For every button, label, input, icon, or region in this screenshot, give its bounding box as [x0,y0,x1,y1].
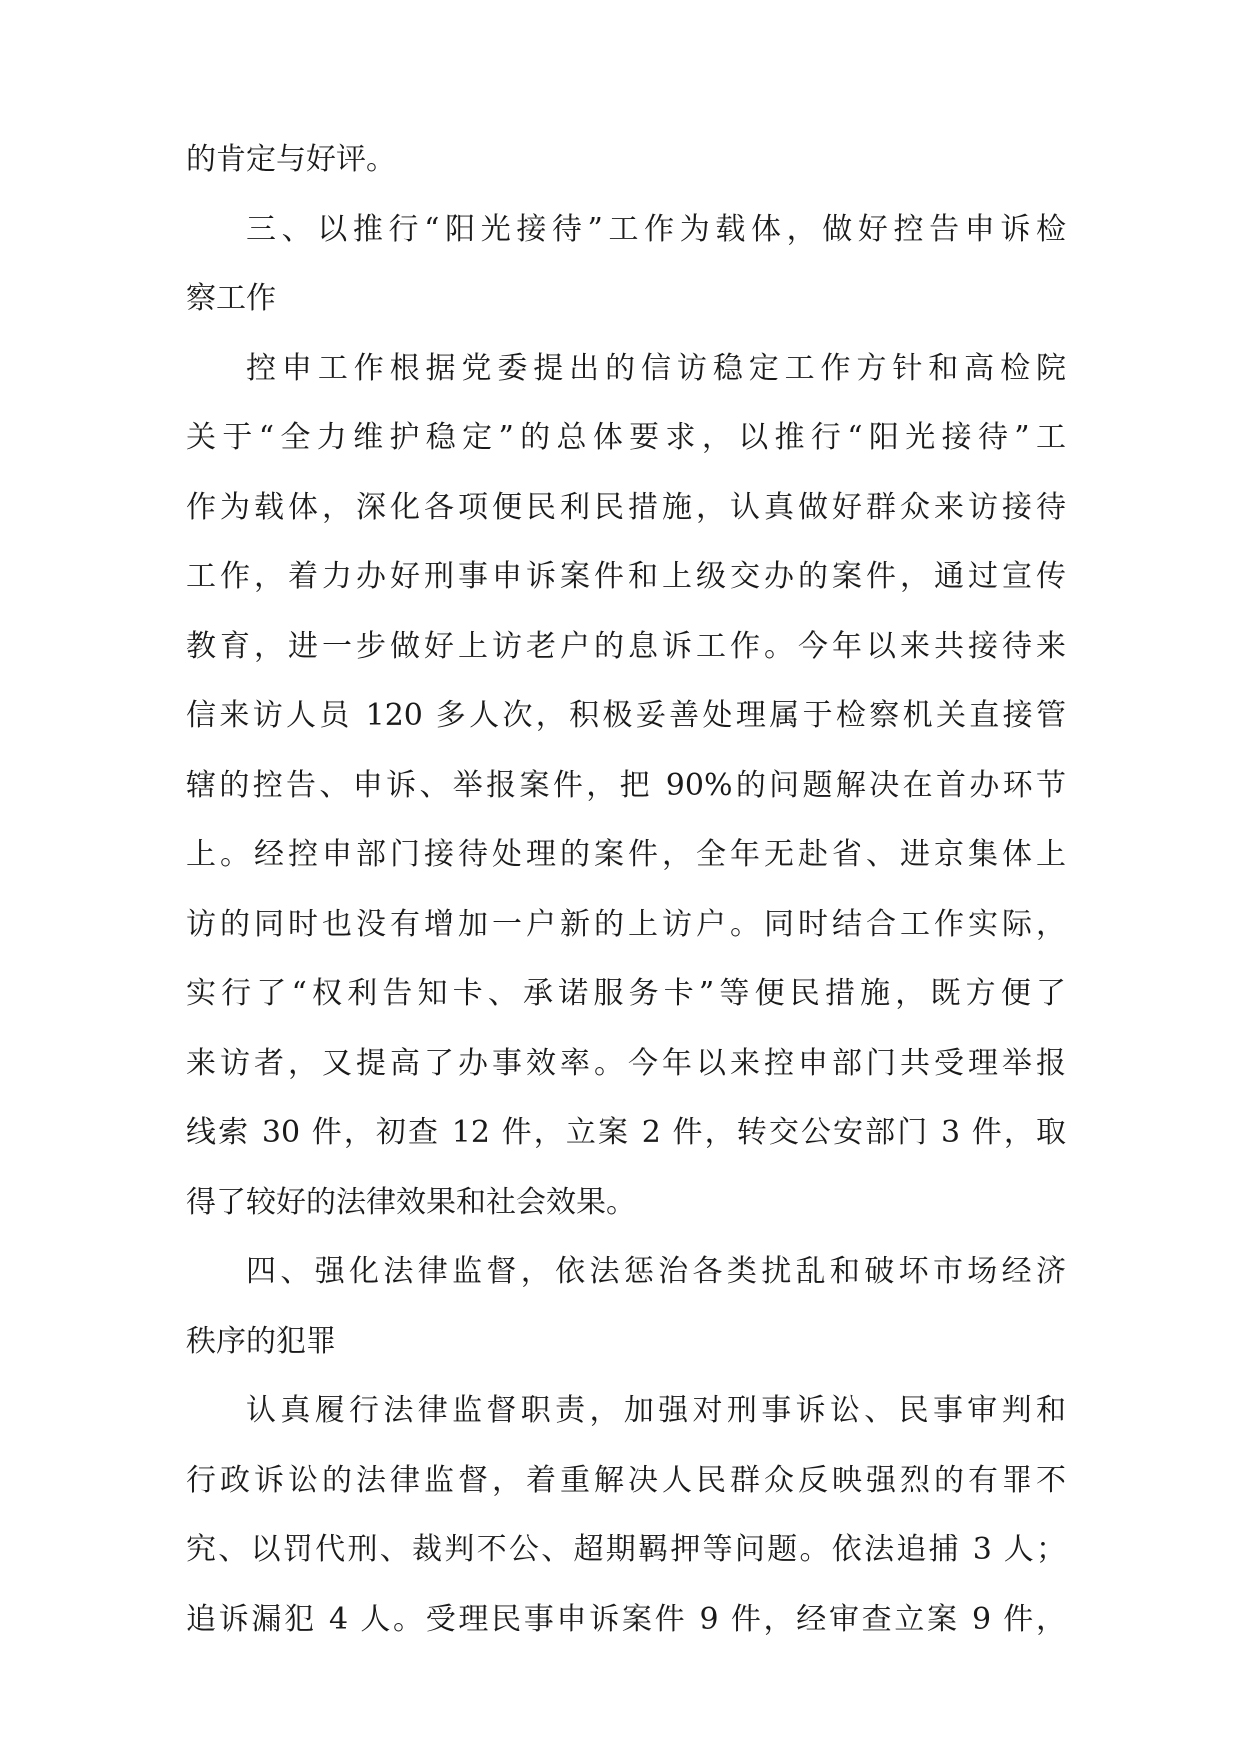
text-line: 作为载体，深化各项便民利民措施，认真做好群众来访接待 [186,489,1066,525]
text-line: 控申工作根据党委提出的信访稳定工作方针和高检院 [246,350,1066,386]
text-line: 的肯定与好评。 [186,142,396,177]
text-line: 三、以推行“阳光接待”工作为载体，做好控告申诉检 [246,211,1066,247]
text-line: 辖的控告、申诉、举报案件，把 90%的问题解决在首办环节 [186,767,1066,803]
text-line: 来访者，又提高了办事效率。今年以来控申部门共受理举报 [186,1045,1066,1081]
text-line: 访的同时也没有增加一户新的上访户。同时结合工作实际， [186,906,1066,942]
text-line: 认真履行法律监督职责，加强对刑事诉讼、民事审判和 [246,1393,1066,1428]
text-line: 关于“全力维护稳定”的总体要求，以推行“阳光接待”工 [186,420,1066,455]
document-body [186,142,1066,1674]
text-line: 信来访人员 120 多人次，积极妥善处理属于检察机关直接管 [186,698,1066,733]
text-line: 实行了“权利告知卡、承诺服务卡”等便民措施，既方便了 [186,976,1066,1011]
text-line: 工作，着力办好刑事申诉案件和上级交办的案件，通过宣传 [186,559,1066,594]
text-line: 线索 30 件，初查 12 件，立案 2 件，转交公安部门 3 件，取 [186,1115,1066,1150]
text-line: 教育，进一步做好上访老户的息诉工作。今年以来共接待来 [186,628,1066,664]
text-line: 追诉漏犯 4 人。受理民事申诉案件 9 件，经审查立案 9 件， [186,1601,1066,1637]
text-line: 秩序的犯罪 [186,1323,336,1359]
text-line: 究、以罚代刑、裁判不公、超期羁押等问题。依法追捕 3 人； [186,1532,1066,1567]
text-line: 上。经控申部门接待处理的案件，全年无赴省、进京集体上 [186,837,1066,872]
text-line: 察工作 [186,281,276,316]
text-line: 四、强化法律监督，依法惩治各类扰乱和破坏市场经济 [246,1254,1066,1289]
text-line: 行政诉讼的法律监督，着重解决人民群众反映强烈的有罪不 [186,1462,1066,1498]
text-line: 得了较好的法律效果和社会效果。 [186,1184,636,1220]
